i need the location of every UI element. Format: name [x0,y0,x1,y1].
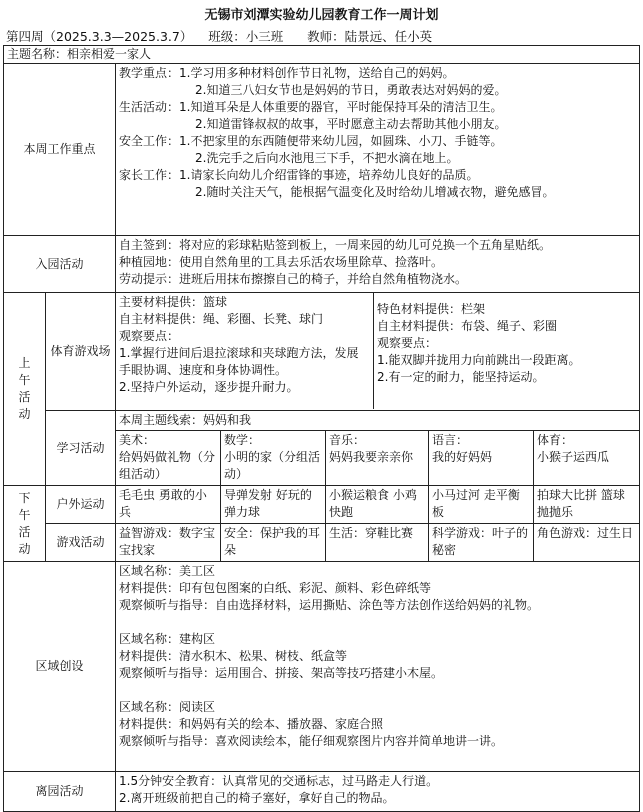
plan-table [3,45,640,812]
weekly-focus-content [116,64,640,236]
header-meta [6,27,432,45]
game-item: 生活：穿鞋比赛 [326,524,429,562]
theme-name: 主题名称：相亲相爱一家人 [4,46,640,64]
sports-left-line: 自主材料提供：绳、彩圈、长凳、球门 [119,312,324,326]
morning-label: 上午活动 [4,293,46,486]
focus-line: 2.随时关注天气，能根据气温变化及时给幼儿增减衣物，避免感冒。 [195,185,555,199]
subject-head: 美术： [119,433,156,447]
subject-body: 我的好妈妈 [432,450,493,464]
week-label: 第四周（2025.3.3—2025.3.7） [6,29,193,44]
focus-line: 安全工作：1.不把家里的东西随便带来幼儿园，如圆珠、小刀、手链等。 [119,134,503,148]
morning-sports-row [4,293,640,411]
outdoor-item: 小猴运粮食 小鸡快跑 [326,486,429,524]
area-line: 观察倾听与指导：自由选择材料，运用撕贴、涂色等方法创作送给妈妈的礼物。 [119,598,540,612]
focus-line: 2.知道三八妇女节也是妈妈的节日，勇敢表达对妈妈的爱。 [195,83,507,97]
outdoor-item: 小马过河 走平衡板 [429,486,534,524]
sports-right-line: 观察要点： [377,336,438,350]
document-title: 无锡市刘潭实验幼儿园教育工作一周计划 [204,8,439,23]
subject-math [221,431,326,486]
departure-row [4,772,640,812]
outdoor-item: 拍球大比拼 篮球抛抛乐 [534,486,640,524]
subject-body: 小猴子运西瓜 [537,450,610,464]
games-label: 游戏活动 [46,524,116,562]
subject-body: 给妈妈做礼物（分组活动） [119,450,216,481]
area-line: 观察倾听与指导：喜欢阅读绘本，能仔细观察图片内容并简单地讲一讲。 [119,734,504,748]
subject-head: 数学： [224,433,261,447]
arrival-content [116,236,640,293]
subject-head: 体育： [537,433,574,447]
sports-right-line: 1.能双脚并拢用力向前跳出一段距离。 [377,353,581,367]
subject-art [116,431,221,486]
subject-body: 小明的家（分组活动） [224,450,321,481]
sports-left-line: 主要材料提供：篮球 [119,295,228,309]
subject-body: 妈妈我要亲亲你 [329,450,414,464]
weekly-focus-label: 本周工作重点 [4,64,116,236]
outdoor-item: 导弹发射 好玩的弹力球 [221,486,326,524]
focus-line: 2.洗完手之后向水池甩三下手，不把水滴在地上。 [195,151,459,165]
learning-thread-row [4,411,640,431]
afternoon-label: 下午活动 [4,486,46,562]
weekly-focus-row [4,64,640,236]
afternoon-games-row [4,524,640,562]
arrival-row [4,236,640,293]
area-line: 材料提供：清水积木、松果、树枝、纸盒等 [119,649,348,663]
area-line: 区域名称：建构区 [119,632,216,646]
sports-left-line: 观察要点： [119,329,180,343]
departure-line: 2.离开班级前把自己的椅子塞好，拿好自己的物品。 [119,791,395,805]
theme-row [4,46,640,64]
subject-language [429,431,534,486]
outdoor-item: 毛毛虫 勇敢的小兵 [116,486,221,524]
sports-left-panel [116,293,374,409]
outdoor-label: 户外运动 [46,486,116,524]
area-line: 区域名称：美工区 [119,564,216,578]
subject-head: 语言： [432,433,469,447]
subject-head: 音乐： [329,433,366,447]
arrival-line: 种植园地：使用自然角里的工具去乐活农场里除草、捡落叶。 [119,255,444,269]
subject-pe [534,431,640,486]
sports-right-line: 2.有一定的耐力，能坚持运动。 [377,370,545,384]
sports-label: 体育游戏场 [46,293,116,411]
game-item: 安全：保护我的耳朵 [221,524,326,562]
sports-right-line: 自主材料提供：布袋、绳子、彩圈 [377,319,558,333]
learning-label: 学习活动 [46,411,116,486]
sports-left-line: 1.掌握行进间后退拉滚球和夹球跑方法，发展手眼协调、速度和身体协调性。 [119,346,359,377]
areas-content [116,562,640,772]
focus-line: 家长工作：1.请家长向幼儿介绍雷锋的事迹，培养幼儿良好的品质。 [119,168,479,182]
area-line: 材料提供：印有包包图案的白纸、彩泥、颜料、彩色碎纸等 [119,581,432,595]
sports-left-line: 2.坚持户外运动，逐步提升耐力。 [119,380,299,394]
departure-line: 1.5分钟安全教育：认真常见的交通标志，过马路走人行道。 [119,774,439,788]
arrival-line: 劳动提示：进班后用抹布擦擦自己的椅子，并给自然角植物浇水。 [119,272,468,286]
departure-content [116,772,640,812]
focus-line: 生活活动：1.知道耳朵是人体重要的器官，平时能保持耳朵的清洁卫生。 [119,100,503,114]
area-line: 区域名称：阅读区 [119,700,216,714]
game-item: 科学游戏：叶子的秘密 [429,524,534,562]
focus-line: 教学重点：1.学习用多种材料创作节日礼物，送给自己的妈妈。 [119,66,455,80]
game-item: 益智游戏：数字宝宝找家 [116,524,221,562]
learning-thread: 本周主题线索：妈妈和我 [116,411,640,431]
areas-label: 区域创设 [4,562,116,772]
sports-content [116,293,640,411]
class-label: 班级：小三班 [208,29,284,44]
arrival-line: 自主签到：将对应的彩球粘贴签到板上，一周来园的幼儿可兑换一个五角星贴纸。 [119,238,552,252]
focus-line: 2.知道雷锋叔叔的故事，平时愿意主动去帮助其他小朋友。 [195,117,507,131]
area-line: 观察倾听与指导：运用围合、拼接、架高等技巧搭建小木屋。 [119,666,444,680]
sports-right-line: 特色材料提供：栏架 [377,302,486,316]
game-item: 角色游戏：过生日 [534,524,640,562]
afternoon-outdoor-row [4,486,640,524]
area-line: 材料提供：和妈妈有关的绘本、播放器、家庭合照 [119,717,384,731]
subject-music [326,431,429,486]
areas-row [4,562,640,772]
teacher-label: 教师：陆景远、任小英 [307,29,433,44]
departure-label: 离园活动 [4,772,116,812]
sports-right-panel [374,293,639,409]
arrival-label: 入园活动 [4,236,116,293]
